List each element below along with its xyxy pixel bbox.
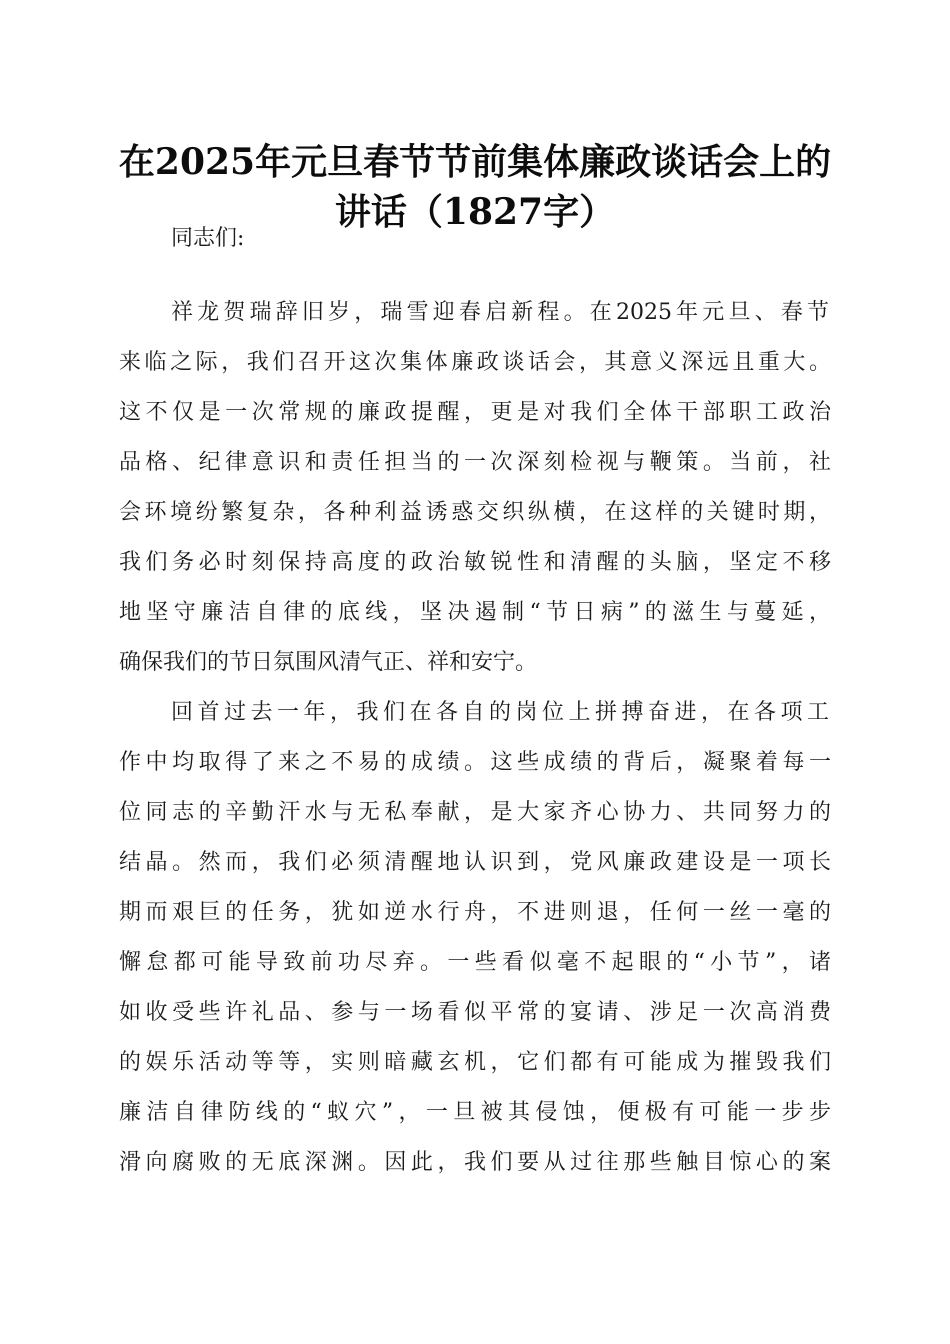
paragraph-line: 期而艰巨的任务，犹如逆水行舟，不进则退，任何一丝一毫的	[119, 900, 831, 925]
paragraph-line: 如收受些许礼品、参与一场看似平常的宴请、涉足一次高消费	[119, 1000, 831, 1025]
paragraph-line: 这不仅是一次常规的廉政提醒，更是对我们全体干部职工政治	[119, 400, 831, 425]
paragraph-line: 廉洁自律防线的“蚁穴”，一旦被其侵蚀，便极有可能一步步	[119, 1100, 831, 1125]
paragraph-line: 回首过去一年，我们在各自的岗位上拼搏奋进，在各项工	[171, 700, 829, 725]
salutation: 同志们:	[171, 226, 245, 251]
paragraph-line: 会环境纷繁复杂，各种利益诱惑交织纵横，在这样的关键时期，	[119, 500, 831, 525]
paragraph-line: 的娱乐活动等等，实则暗藏玄机，它们都有可能成为摧毁我们	[119, 1050, 831, 1075]
paragraph-line: 位同志的辛勤汗水与无私奉献，是大家齐心协力、共同努力的	[119, 800, 831, 825]
document-title-line-2: 讲话（1827字）	[334, 191, 616, 233]
paragraph-line: 我们务必时刻保持高度的政治敏锐性和清醒的头脑，坚定不移	[119, 550, 831, 575]
paragraph-line: 地坚守廉洁自律的底线，坚决遏制“节日病”的滋生与蔓延，	[119, 600, 831, 625]
paragraph-line: 作中均取得了来之不易的成绩。这些成绩的背后，凝聚着每一	[119, 750, 831, 775]
paragraph-line: 品格、纪律意识和责任担当的一次深刻检视与鞭策。当前，社	[119, 450, 831, 475]
paragraph-line: 确保我们的节日氛围风清气正、祥和安宁。	[119, 650, 538, 675]
paragraph-line: 结晶。然而，我们必须清醒地认识到，党风廉政建设是一项长	[119, 850, 831, 875]
document-title-line-1: 在2025年元旦春节节前集体廉政谈话会上的	[118, 141, 832, 183]
paragraph-line: 滑向腐败的无底深渊。因此，我们要从过往那些触目惊心的案	[119, 1150, 831, 1175]
paragraph-line: 懈怠都可能导致前功尽弃。一些看似毫不起眼的“小节”，诸	[119, 950, 831, 975]
paragraph-line: 祥龙贺瑞辞旧岁，瑞雪迎春启新程。在2025年元旦、春节	[171, 300, 829, 325]
paragraph-line: 来临之际，我们召开这次集体廉政谈话会，其意义深远且重大。	[119, 350, 831, 375]
